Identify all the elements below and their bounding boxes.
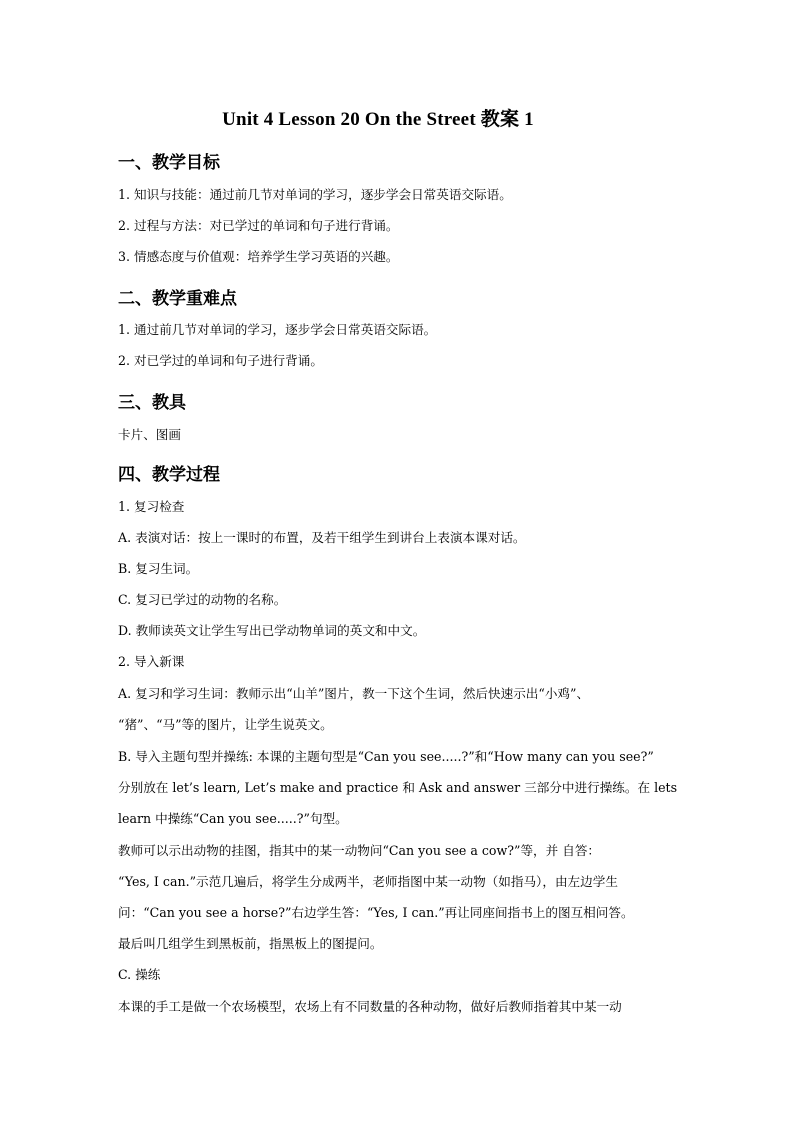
process-line: learn 中操练“Can you see.....?”句型。 — [118, 811, 348, 826]
section-heading-key-points: 二、教学重难点 — [118, 289, 237, 309]
process-line: “猪”、“马”等的图片，让学生说英文。 — [118, 717, 333, 732]
process-line: 教师可以示出动物的挂图，指其中的某一动物问“Can you see a cow?”等，并 自答： — [118, 843, 601, 858]
process-line: C. 复习已学过的动物的名称。 — [118, 592, 287, 607]
document-title: Unit 4 Lesson 20 On the Street 教案 1 — [222, 109, 534, 130]
process-line: A. 复习和学习生词：教师示出“山羊”图片，教一下这个生词，然后快速示出“小鸡”、 — [118, 686, 590, 701]
process-line: 最后叫几组学生到黑板前，指黑板上的图提问。 — [118, 936, 383, 951]
process-line: 分别放在 let’s learn, Let’s make and practice 和 Ask and answer 三部分中进行操练。在 lets — [118, 780, 678, 795]
section-heading-teaching-process: 四、教学过程 — [118, 465, 220, 485]
process-line: D. 教师读英文让学生写出已学动物单词的英文和中文。 — [118, 623, 426, 638]
process-line: B. 复习生词。 — [118, 561, 199, 576]
process-line: “Yes, I can.”示范几遍后，将学生分成两半，老师指图中某一动物（如指马），由左边学生 — [118, 874, 618, 889]
section-heading-objectives: 一、教学目标 — [118, 153, 220, 173]
section-heading-teaching-aids: 三、教具 — [118, 393, 186, 413]
process-line: B. 导入主题句型并操练: 本课的主题句型是“Can you see.....?”和“How many can you see?” — [118, 749, 654, 764]
key-point-item: 2. 对已学过的单词和句子进行背诵。 — [118, 353, 323, 368]
process-line: 本课的手工是做一个农场模型，农场上有不同数量的各种动物，做好后教师指着其中某一动 — [118, 999, 622, 1014]
objective-item: 2. 过程与方法：对已学过的单词和句子进行背诵。 — [118, 218, 399, 233]
process-line: 2. 导入新课 — [118, 654, 185, 669]
teaching-aids-text: 卡片、图画 — [118, 427, 181, 442]
objective-item: 1. 知识与技能：通过前几节对单词的学习，逐步学会日常英语交际语。 — [118, 187, 512, 202]
process-line: 问：“Can you see a horse?”右边学生答：“Yes, I can.”再让同座间指书上的图互相问答。 — [118, 905, 634, 920]
process-line: A. 表演对话：按上一课时的布置，及若干组学生到讲台上表演本课对话。 — [118, 530, 526, 545]
objective-item: 3. 情感态度与价值观：培养学生学习英语的兴趣。 — [118, 249, 399, 264]
process-line: C. 操练 — [118, 967, 161, 982]
process-line: 1. 复习检查 — [118, 499, 185, 514]
key-point-item: 1. 通过前几节对单词的学习，逐步学会日常英语交际语。 — [118, 322, 437, 337]
